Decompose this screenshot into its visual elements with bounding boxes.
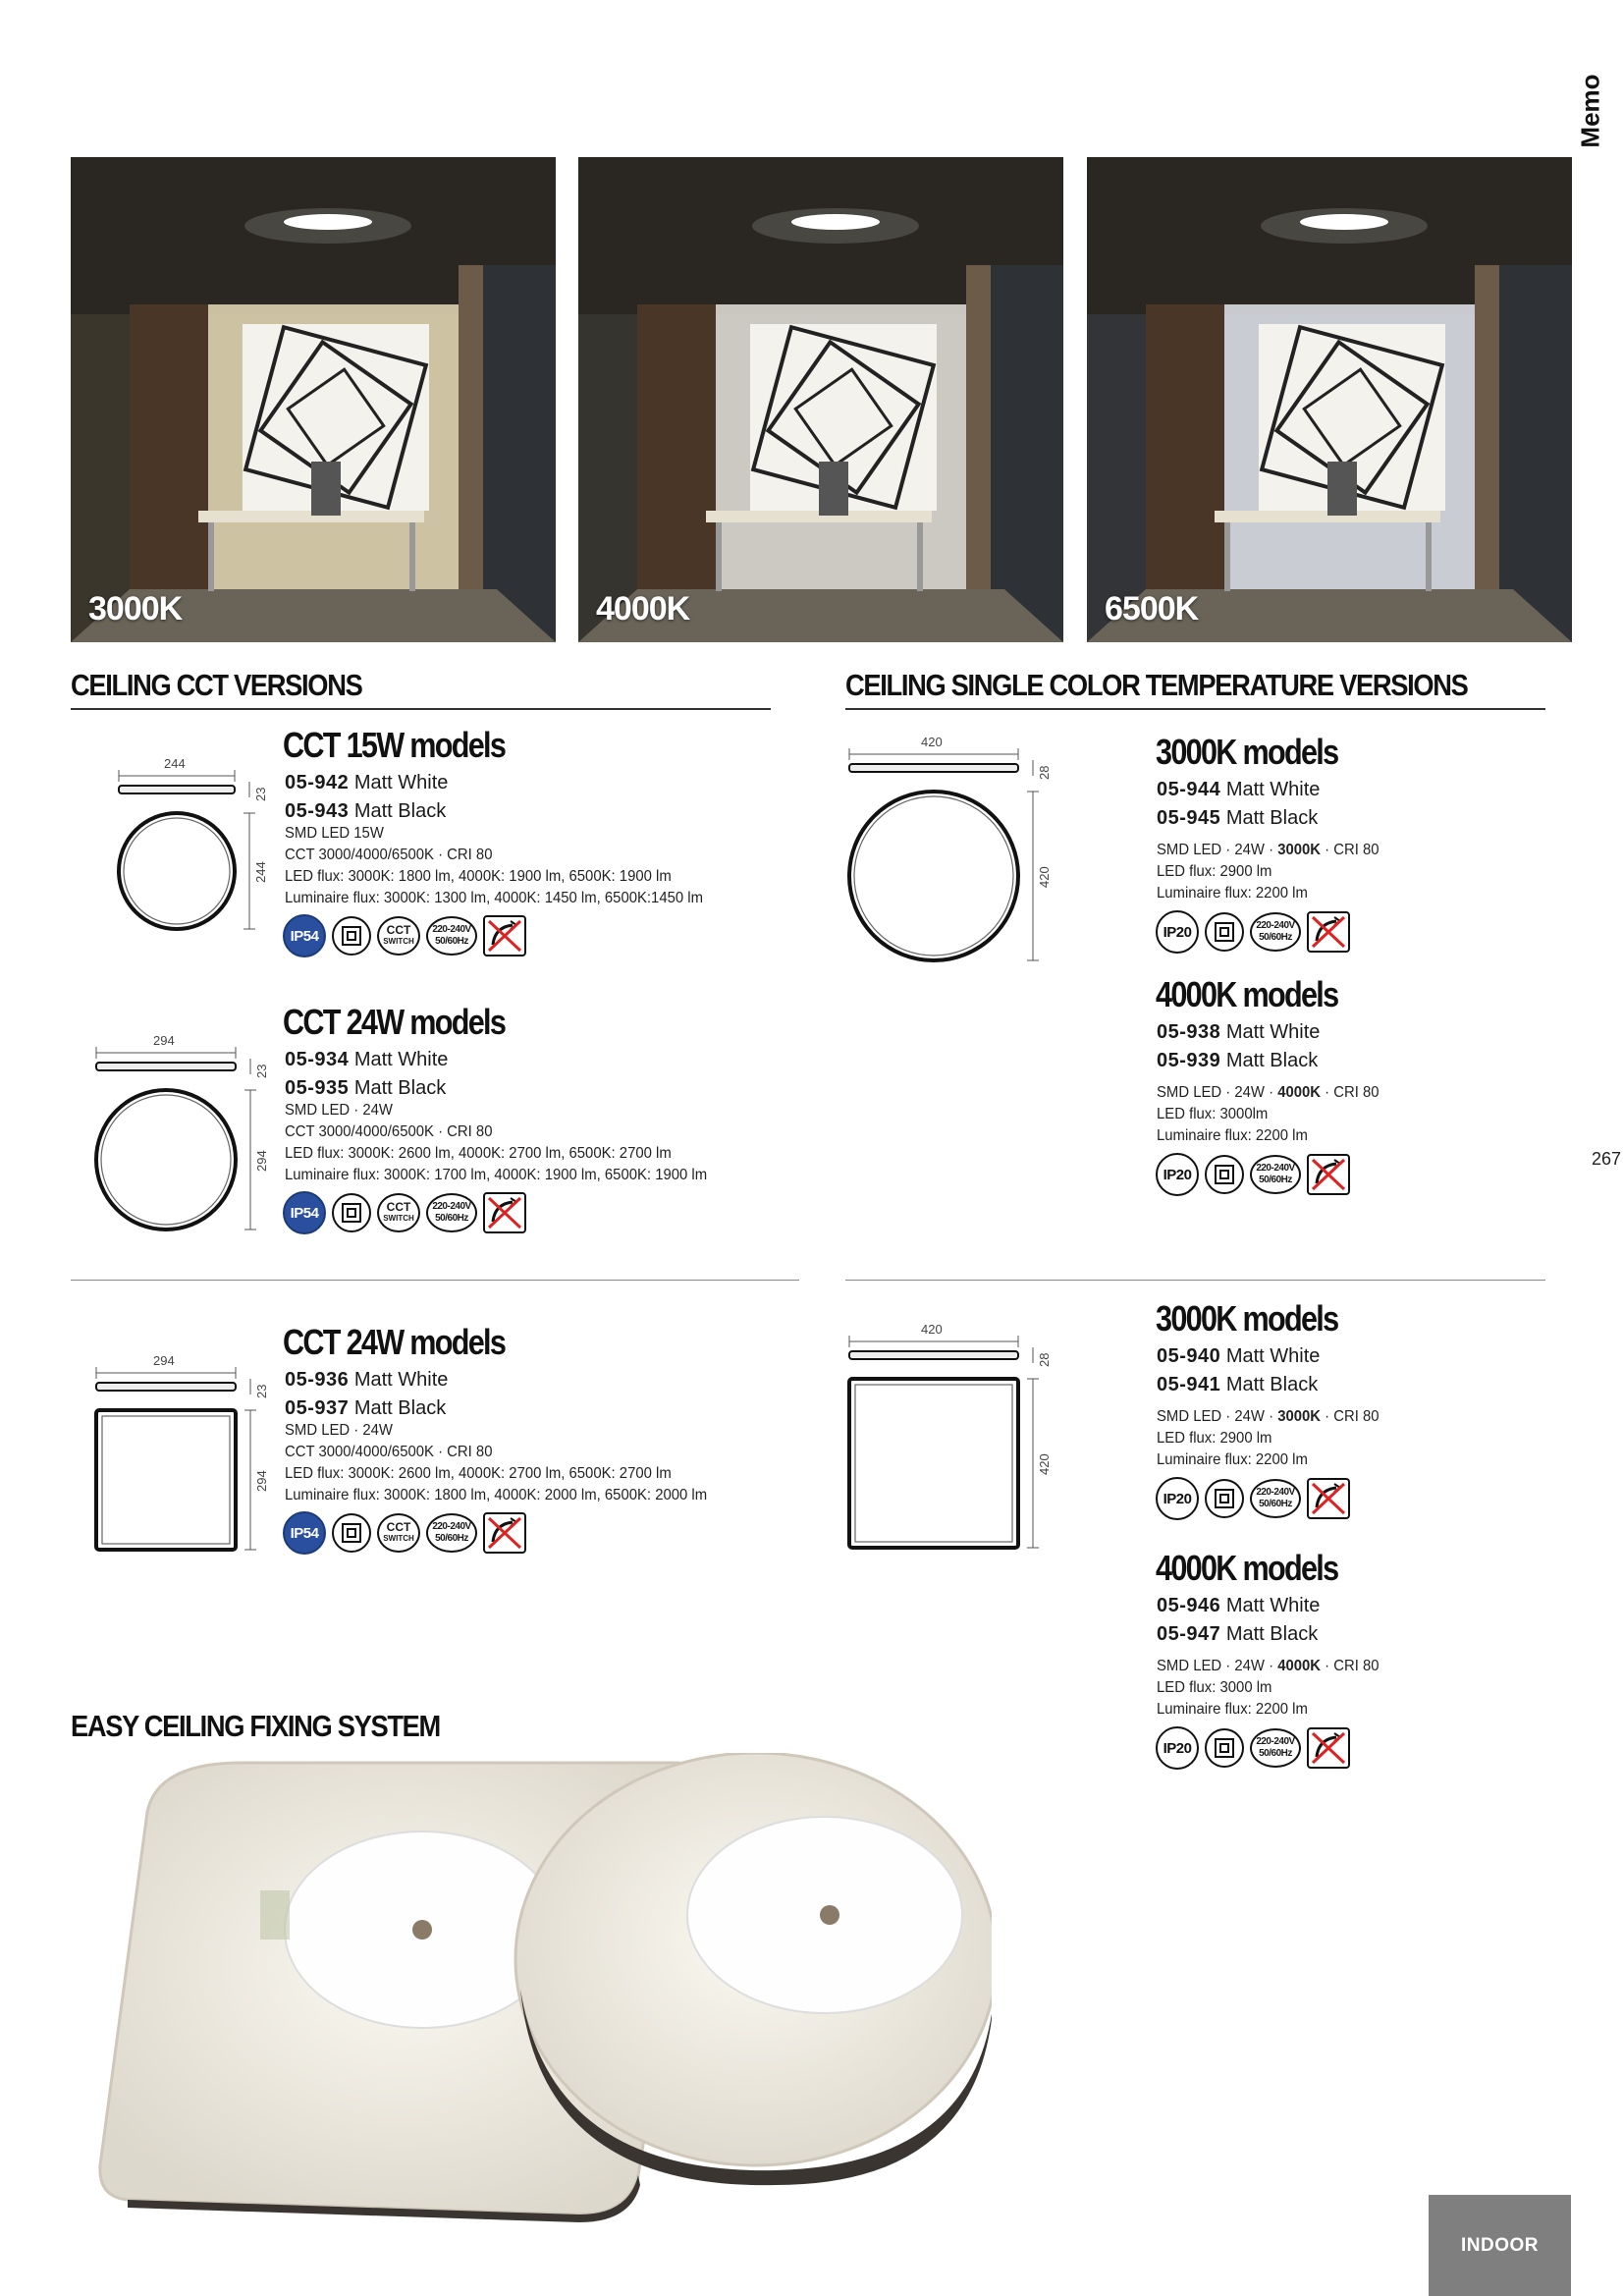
cct-icon-label: CCT [386,1200,411,1214]
no-dimmer-icon [483,915,526,957]
product-code: 05-947 [1157,1623,1221,1645]
voltage-label: 220-240V [432,1201,471,1212]
product-finish: Matt White [1220,1345,1321,1367]
feature-icons [283,914,526,957]
product-code: 05-935 [285,1077,350,1099]
temperature-label: 3000K [88,590,183,628]
voltage-label: 220-240V [432,924,471,935]
class-ii-icon [1205,912,1244,952]
dimension-depth: 294 [254,1150,269,1172]
spec-line [1157,1406,1380,1428]
frequency-label: 50/60Hz [435,936,468,947]
ip-rating-icon: IP54 [283,914,326,957]
voltage-icon [1250,1728,1301,1768]
product-code: 05-946 [1157,1595,1221,1616]
product-finish: Matt Black [349,800,447,822]
product-finish: Matt Black [1220,1623,1319,1645]
square-panel-drawing [93,1353,292,1601]
class-ii-icon [332,1513,371,1553]
product-code: 05-937 [285,1397,350,1419]
spec-temperature: 4000K [1277,1084,1322,1101]
voltage-label: 220-240V [1256,1487,1295,1498]
class-ii-icon [1205,1155,1244,1194]
product-code: 05-940 [1157,1345,1221,1367]
spec-suffix: · CRI 80 [1321,1084,1380,1101]
model-title: 3000K models [1156,732,1338,772]
product-code: 05-938 [1157,1021,1221,1043]
product-code-line [285,800,446,823]
dimension-width: 420 [921,1322,943,1337]
spec-line: Luminaire flux: 2200 lm [1157,1127,1308,1144]
feature-icons [1156,910,1350,954]
switch-icon-label: SWITCH [383,1534,414,1543]
side-tab-label: Memo [1575,74,1605,148]
round-panel-drawing [846,735,1074,1011]
dimension-depth: 244 [253,861,268,883]
dimension-height: 23 [253,787,268,801]
ip-rating-icon: IP20 [1156,1477,1199,1520]
dimension-width: 420 [921,735,943,749]
feature-icons [1156,1153,1350,1196]
spec-line: Luminaire flux: 2200 lm [1157,885,1308,902]
product-code: 05-945 [1157,807,1221,829]
voltage-icon [426,916,477,956]
dimension-height: 23 [254,1384,269,1398]
voltage-label: 220-240V [1256,920,1295,931]
no-dimmer-icon [1307,1727,1350,1769]
cct-icon-label: CCT [386,923,411,937]
room-photo [578,157,1063,642]
model-title: 4000K models [1156,974,1338,1014]
spec-line: CCT 3000/4000/6500K · CRI 80 [285,847,493,863]
spec-prefix: SMD LED · 24W · [1157,842,1278,858]
spec-line: CCT 3000/4000/6500K · CRI 80 [285,1123,493,1140]
spec-line: LED flux: 3000K: 2600 lm, 4000K: 2700 lm, 6500K: 2700 lm [285,1145,672,1162]
voltage-icon [1250,912,1301,952]
product-code: 05-934 [285,1049,350,1070]
room-photo [1087,157,1572,642]
product-code-line [1157,1374,1318,1396]
model-title: 3000K models [1156,1298,1338,1339]
ip-rating-icon: IP20 [1156,1153,1199,1196]
product-code-line [285,1077,446,1100]
ip-rating-icon: IP54 [283,1511,326,1555]
square-panel-drawing [846,1322,1074,1599]
cct-icon-label: CCT [386,1520,411,1534]
product-code: 05-944 [1157,779,1221,800]
product-finish: Matt White [1220,779,1321,800]
section-title-cct: CEILING CCT VERSIONS [71,668,362,702]
spec-line: Luminaire flux: 3000K: 1300 lm, 4000K: 1450 lm, 6500K:1450 lm [285,890,703,906]
spec-prefix: SMD LED · 24W · [1157,1084,1278,1101]
spec-line: LED flux: 3000 lm [1157,1679,1272,1696]
product-finish: Matt Black [1220,1050,1319,1071]
class-ii-icon [1205,1728,1244,1768]
dimension-width: 294 [153,1353,175,1368]
voltage-label: 220-240V [1256,1163,1295,1174]
dimension-height: 23 [254,1064,269,1078]
product-finish: Matt Black [1220,807,1319,829]
product-code-line [1157,807,1318,830]
product-code-line [1157,1345,1320,1368]
product-finish: Matt Black [349,1397,447,1419]
frequency-label: 50/60Hz [1259,1175,1292,1185]
product-code-line [1157,779,1320,801]
product-code-line [1157,1050,1318,1072]
no-dimmer-icon [483,1512,526,1554]
spec-line [1157,1082,1380,1104]
page-number: 267 [1592,1149,1622,1169]
cct-switch-icon [377,1193,420,1232]
side-tab[interactable] [1571,67,1610,155]
spec-line [1157,840,1380,861]
feature-icons [283,1191,526,1234]
spec-temperature: 4000K [1277,1658,1322,1674]
class-ii-icon [1205,1479,1244,1518]
spec-suffix: · CRI 80 [1321,1408,1380,1425]
fixing-system-illustration [88,1753,992,2224]
spec-suffix: · CRI 80 [1321,842,1380,858]
class-ii-icon [332,1193,371,1232]
dimension-depth: 420 [1037,866,1052,888]
model-title: CCT 24W models [283,1002,506,1042]
spec-line: CCT 3000/4000/6500K · CRI 80 [285,1444,493,1460]
cct-switch-icon [377,1513,420,1553]
product-finish: Matt White [349,772,449,793]
feature-icons [1156,1477,1350,1520]
spec-line: SMD LED · 24W [285,1422,393,1439]
class-ii-icon [332,916,371,956]
spec-prefix: SMD LED · 24W · [1157,1408,1278,1425]
section-rule-cct [71,708,771,710]
feature-icons [283,1511,526,1555]
product-code-line [285,1049,448,1071]
no-dimmer-icon [1307,1478,1350,1519]
spec-line: Luminaire flux: 3000K: 1700 lm, 4000K: 1900 lm, 6500K: 1900 lm [285,1167,708,1183]
switch-icon-label: SWITCH [383,937,414,946]
product-code: 05-941 [1157,1374,1221,1395]
product-finish: Matt White [349,1049,449,1070]
product-code: 05-939 [1157,1050,1221,1071]
frequency-label: 50/60Hz [1259,932,1292,943]
spec-line: Luminaire flux: 2200 lm [1157,1701,1308,1718]
no-dimmer-icon [1307,1154,1350,1195]
no-dimmer-icon [483,1192,526,1233]
spec-line: LED flux: 3000lm [1157,1106,1269,1122]
ip-rating-icon: IP20 [1156,910,1199,954]
product-code: 05-943 [285,800,350,822]
section-title-fixing: EASY CEILING FIXING SYSTEM [71,1709,440,1743]
product-finish: Matt White [1220,1021,1321,1043]
product-code-line [285,1397,446,1420]
spec-prefix: SMD LED · 24W · [1157,1658,1278,1674]
dimension-depth: 420 [1037,1453,1052,1475]
section-rule-single [845,708,1545,710]
spec-line: SMD LED · 24W [285,1102,393,1119]
product-finish: Matt White [349,1369,449,1391]
switch-icon-label: SWITCH [383,1214,414,1223]
round-panel-drawing [93,1033,292,1281]
spec-line: LED flux: 3000K: 2600 lm, 4000K: 2700 lm, 6500K: 2700 lm [285,1465,672,1482]
voltage-label: 220-240V [432,1521,471,1532]
product-code-line [285,1369,448,1392]
voltage-icon [1250,1155,1301,1194]
voltage-icon [1250,1479,1301,1518]
spec-line: Luminaire flux: 3000K: 1800 lm, 4000K: 2000 lm, 6500K: 2000 lm [285,1487,708,1503]
product-finish: Matt Black [349,1077,447,1099]
model-title: CCT 24W models [283,1322,506,1362]
voltage-label: 220-240V [1256,1736,1295,1747]
spec-line: LED flux: 3000K: 1800 lm, 4000K: 1900 lm, 6500K: 1900 lm [285,868,672,885]
product-code: 05-936 [285,1369,350,1391]
dimension-height: 28 [1037,765,1052,780]
cct-switch-icon [377,916,420,956]
voltage-icon [426,1513,477,1553]
spec-line: LED flux: 2900 lm [1157,1430,1272,1447]
product-finish: Matt Black [1220,1374,1319,1395]
model-title: CCT 15W models [283,725,506,765]
product-code-line [1157,1623,1318,1646]
product-code-line [1157,1021,1320,1044]
indoor-tab[interactable]: INDOOR [1429,2195,1571,2296]
dimension-height: 28 [1037,1352,1052,1367]
frequency-label: 50/60Hz [435,1213,468,1224]
ip-rating-icon: IP54 [283,1191,326,1234]
divider-right [845,1280,1545,1281]
section-title-single: CEILING SINGLE COLOR TEMPERATURE VERSIONS [845,668,1468,702]
no-dimmer-icon [1307,911,1350,953]
voltage-icon [426,1193,477,1232]
spec-suffix: · CRI 80 [1321,1658,1380,1674]
product-finish: Matt White [1220,1595,1321,1616]
feature-icons [1156,1726,1350,1770]
spec-line: Luminaire flux: 2200 lm [1157,1451,1308,1468]
spec-temperature: 3000K [1277,842,1322,858]
frequency-label: 50/60Hz [1259,1499,1292,1509]
dimension-width: 244 [164,756,186,771]
product-code: 05-942 [285,772,350,793]
spec-line: SMD LED 15W [285,825,384,842]
frequency-label: 50/60Hz [435,1533,468,1544]
temperature-label: 6500K [1105,590,1199,628]
ip-rating-icon: IP20 [1156,1726,1199,1770]
model-title: 4000K models [1156,1548,1338,1588]
dimension-depth: 294 [254,1470,269,1492]
room-photo [71,157,556,642]
temperature-label: 4000K [596,590,690,628]
round-panel-drawing [116,756,291,980]
spec-temperature: 3000K [1277,1408,1322,1425]
spec-line: LED flux: 2900 lm [1157,863,1272,880]
frequency-label: 50/60Hz [1259,1748,1292,1759]
product-code-line [285,772,448,794]
dimension-width: 294 [153,1033,175,1048]
product-code-line [1157,1595,1320,1617]
spec-line [1157,1656,1380,1677]
